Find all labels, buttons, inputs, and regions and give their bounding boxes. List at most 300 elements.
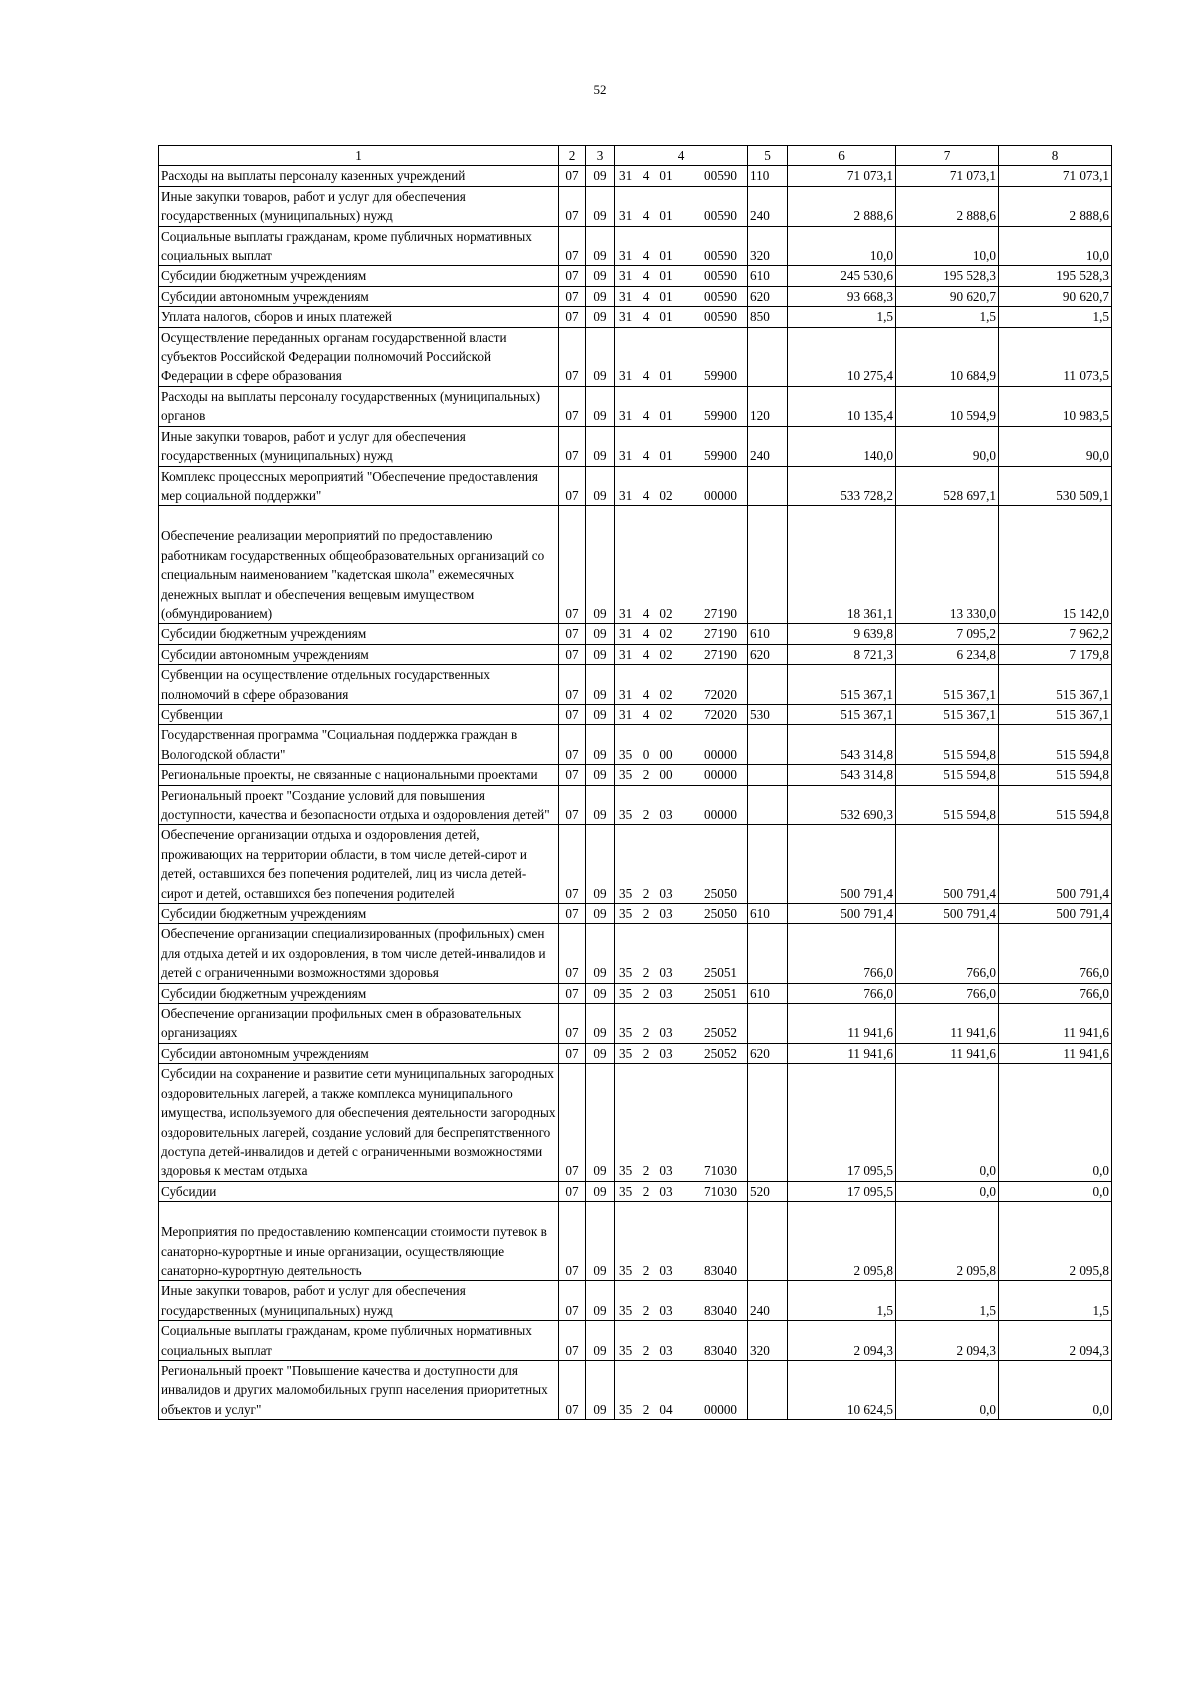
table-row xyxy=(159,644,1112,664)
row-subsection-code: 09 xyxy=(586,785,615,825)
row-target-article-code xyxy=(615,166,748,186)
table-row xyxy=(159,307,1112,327)
csr-subprogram: 4 xyxy=(642,448,650,464)
csr-direction: 83040 xyxy=(704,1262,737,1278)
csr-program: 31 xyxy=(619,248,633,264)
row-target-article-code xyxy=(615,1321,748,1361)
csr-subprogram: 4 xyxy=(642,248,650,264)
row-subsection-code: 09 xyxy=(586,1181,615,1201)
csr-program: 31 xyxy=(619,605,633,621)
row-subsection-code: 09 xyxy=(586,644,615,664)
row-expense-type: 530 xyxy=(748,704,788,724)
csr-direction: 00590 xyxy=(704,208,737,224)
row-name: Субвенции на осуществление отдельных государственных полномочий в сфере образования xyxy=(159,665,559,705)
row-value-col7: 0,0 xyxy=(896,1181,999,1201)
csr-element: 03 xyxy=(659,885,673,901)
row-value-col6: 245 530,6 xyxy=(788,266,896,286)
csr-direction: 59900 xyxy=(704,368,737,384)
csr-element: 01 xyxy=(659,268,673,284)
table-row xyxy=(159,765,1112,785)
row-section-code: 07 xyxy=(559,286,586,306)
csr-program: 31 xyxy=(619,448,633,464)
row-expense-type: 240 xyxy=(748,1281,788,1321)
row-value-col8: 15 142,0 xyxy=(999,506,1112,624)
row-value-col6: 10 624,5 xyxy=(788,1360,896,1419)
row-value-col6: 500 791,4 xyxy=(788,825,896,904)
row-expense-type: 620 xyxy=(748,1043,788,1063)
table-row xyxy=(159,1321,1112,1361)
row-expense-type: 850 xyxy=(748,307,788,327)
row-target-article-code xyxy=(615,466,748,506)
table-row xyxy=(159,386,1112,426)
row-name: Социальные выплаты гражданам, кроме публичных нормативных социальных выплат xyxy=(159,1321,559,1361)
row-subsection-code: 09 xyxy=(586,725,615,765)
csr-program: 31 xyxy=(619,368,633,384)
csr-direction: 00000 xyxy=(704,487,737,503)
row-value-col7: 195 528,3 xyxy=(896,266,999,286)
row-subsection-code: 09 xyxy=(586,983,615,1003)
row-target-article-code xyxy=(615,327,748,386)
row-value-col7: 1,5 xyxy=(896,307,999,327)
table-row xyxy=(159,1360,1112,1419)
csr-subprogram: 4 xyxy=(642,168,650,184)
table-body xyxy=(159,166,1112,1420)
csr-direction: 27190 xyxy=(704,626,737,642)
row-value-col7: 90,0 xyxy=(896,426,999,466)
csr-subprogram: 2 xyxy=(642,1025,650,1041)
csr-program: 35 xyxy=(619,767,633,783)
row-section-code: 07 xyxy=(559,1181,586,1201)
row-section-code: 07 xyxy=(559,1281,586,1321)
row-expense-type xyxy=(748,924,788,983)
csr-element: 03 xyxy=(659,906,673,922)
row-name: Обеспечение организации отдыха и оздоровления детей, проживающих на территории области, в том числе детей-сирот и детей, оставшихся без попечения родителей, лиц из числа детей-сирот и детей, оставшихся без попечения родителей xyxy=(159,825,559,904)
csr-element: 01 xyxy=(659,448,673,464)
table-row xyxy=(159,166,1112,186)
row-target-article-code xyxy=(615,983,748,1003)
table-row xyxy=(159,1004,1112,1044)
row-subsection-code: 09 xyxy=(586,924,615,983)
row-expense-type xyxy=(748,725,788,765)
row-value-col8: 1,5 xyxy=(999,1281,1112,1321)
row-value-col7: 766,0 xyxy=(896,983,999,1003)
csr-subprogram: 4 xyxy=(642,686,650,702)
row-expense-type: 610 xyxy=(748,983,788,1003)
csr-direction: 00590 xyxy=(704,168,737,184)
header-col-3: 3 xyxy=(586,146,615,166)
row-section-code: 07 xyxy=(559,765,586,785)
row-expense-type: 620 xyxy=(748,286,788,306)
row-section-code: 07 xyxy=(559,704,586,724)
csr-element: 03 xyxy=(659,1163,673,1179)
row-value-col6: 11 941,6 xyxy=(788,1004,896,1044)
row-name: Субсидии бюджетным учреждениям xyxy=(159,266,559,286)
csr-program: 35 xyxy=(619,985,633,1001)
row-target-article-code xyxy=(615,725,748,765)
row-value-col8: 500 791,4 xyxy=(999,825,1112,904)
row-subsection-code: 09 xyxy=(586,1064,615,1181)
csr-direction: 00590 xyxy=(704,309,737,325)
table-row xyxy=(159,266,1112,286)
csr-subprogram: 4 xyxy=(642,368,650,384)
row-value-col6: 18 361,1 xyxy=(788,506,896,624)
csr-subprogram: 4 xyxy=(642,706,650,722)
row-target-article-code xyxy=(615,904,748,924)
table-row xyxy=(159,825,1112,904)
csr-direction: 71030 xyxy=(704,1163,737,1179)
row-target-article-code xyxy=(615,1281,748,1321)
row-subsection-code: 09 xyxy=(586,166,615,186)
row-subsection-code: 09 xyxy=(586,506,615,624)
row-name: Мероприятия по предоставлению компенсации стоимости путевок в санаторно-курортные и иные организации, осуществляющие санаторно-курортную деятельность xyxy=(159,1202,559,1281)
row-value-col7: 7 095,2 xyxy=(896,624,999,644)
row-subsection-code: 09 xyxy=(586,904,615,924)
csr-element: 03 xyxy=(659,1045,673,1061)
page-number: 52 xyxy=(593,82,607,97)
csr-direction: 72020 xyxy=(704,686,737,702)
row-expense-type xyxy=(748,1064,788,1181)
row-target-article-code xyxy=(615,266,748,286)
header-row xyxy=(159,146,1112,166)
row-value-col6: 2 094,3 xyxy=(788,1321,896,1361)
row-subsection-code: 09 xyxy=(586,327,615,386)
row-target-article-code xyxy=(615,924,748,983)
csr-subprogram: 2 xyxy=(642,1163,650,1179)
row-expense-type xyxy=(748,327,788,386)
row-section-code: 07 xyxy=(559,506,586,624)
csr-element: 02 xyxy=(659,686,673,702)
row-subsection-code: 09 xyxy=(586,665,615,705)
row-name: Субсидии автономным учреждениям xyxy=(159,286,559,306)
row-value-col8: 515 594,8 xyxy=(999,785,1112,825)
csr-element: 01 xyxy=(659,408,673,424)
csr-element: 04 xyxy=(659,1401,673,1417)
row-value-col8: 515 594,8 xyxy=(999,765,1112,785)
row-name: Региональный проект "Повышение качества и доступности для инвалидов и других маломобильных групп населения приоритетных объектов и услуг" xyxy=(159,1360,559,1419)
csr-direction: 25050 xyxy=(704,906,737,922)
csr-element: 03 xyxy=(659,1302,673,1318)
csr-element: 01 xyxy=(659,288,673,304)
row-target-article-code xyxy=(615,1004,748,1044)
row-name: Расходы на выплаты персоналу государственных (муниципальных) органов xyxy=(159,386,559,426)
csr-element: 00 xyxy=(659,767,673,783)
row-section-code: 07 xyxy=(559,1202,586,1281)
csr-program: 35 xyxy=(619,1163,633,1179)
csr-subprogram: 2 xyxy=(642,767,650,783)
row-subsection-code: 09 xyxy=(586,186,615,226)
row-subsection-code: 09 xyxy=(586,286,615,306)
row-subsection-code: 09 xyxy=(586,226,615,266)
csr-program: 35 xyxy=(619,1045,633,1061)
row-name: Обеспечение реализации мероприятий по предоставлению работникам государственных общеобразовательных организаций со специальным наименованием "кадетская школа" ежемесячных денежных выплат и обеспечения вещевым имуществом (обмундированием) xyxy=(159,506,559,624)
row-value-col6: 1,5 xyxy=(788,307,896,327)
row-value-col8: 515 367,1 xyxy=(999,665,1112,705)
row-subsection-code: 09 xyxy=(586,466,615,506)
row-value-col6: 543 314,8 xyxy=(788,765,896,785)
row-section-code: 07 xyxy=(559,1360,586,1419)
csr-direction: 25052 xyxy=(704,1045,737,1061)
row-name: Уплата налогов, сборов и иных платежей xyxy=(159,307,559,327)
row-target-article-code xyxy=(615,1360,748,1419)
row-name: Субсидии автономным учреждениям xyxy=(159,644,559,664)
row-value-col8: 11 941,6 xyxy=(999,1043,1112,1063)
csr-program: 35 xyxy=(619,1302,633,1318)
row-expense-type: 110 xyxy=(748,166,788,186)
row-section-code: 07 xyxy=(559,166,586,186)
row-expense-type xyxy=(748,1360,788,1419)
table-row xyxy=(159,327,1112,386)
row-subsection-code: 09 xyxy=(586,765,615,785)
budget-table xyxy=(158,145,1112,1420)
csr-program: 35 xyxy=(619,1025,633,1041)
row-value-col8: 195 528,3 xyxy=(999,266,1112,286)
row-value-col6: 93 668,3 xyxy=(788,286,896,306)
row-name: Иные закупки товаров, работ и услуг для обеспечения государственных (муниципальных) нужд xyxy=(159,1281,559,1321)
row-value-col7: 515 367,1 xyxy=(896,704,999,724)
row-section-code: 07 xyxy=(559,226,586,266)
row-value-col6: 140,0 xyxy=(788,426,896,466)
csr-direction: 83040 xyxy=(704,1342,737,1358)
row-value-col6: 10 135,4 xyxy=(788,386,896,426)
row-section-code: 07 xyxy=(559,785,586,825)
csr-subprogram: 0 xyxy=(642,746,650,762)
csr-direction: 83040 xyxy=(704,1302,737,1318)
table-row xyxy=(159,704,1112,724)
row-target-article-code xyxy=(615,1202,748,1281)
row-value-col7: 71 073,1 xyxy=(896,166,999,186)
row-expense-type xyxy=(748,1004,788,1044)
table-row xyxy=(159,785,1112,825)
row-target-article-code xyxy=(615,186,748,226)
row-value-col8: 71 073,1 xyxy=(999,166,1112,186)
csr-direction: 00590 xyxy=(704,268,737,284)
csr-element: 01 xyxy=(659,309,673,325)
row-expense-type: 320 xyxy=(748,226,788,266)
row-value-col7: 500 791,4 xyxy=(896,904,999,924)
csr-subprogram: 2 xyxy=(642,906,650,922)
row-section-code: 07 xyxy=(559,924,586,983)
csr-direction: 25050 xyxy=(704,885,737,901)
csr-subprogram: 2 xyxy=(642,1045,650,1061)
csr-subprogram: 2 xyxy=(642,807,650,822)
csr-program: 31 xyxy=(619,626,633,642)
row-value-col6: 11 941,6 xyxy=(788,1043,896,1063)
row-value-col6: 533 728,2 xyxy=(788,466,896,506)
csr-element: 02 xyxy=(659,626,673,642)
csr-program: 31 xyxy=(619,268,633,284)
row-section-code: 07 xyxy=(559,1064,586,1181)
row-value-col8: 2 094,3 xyxy=(999,1321,1112,1361)
row-name: Расходы на выплаты персоналу казенных учреждений xyxy=(159,166,559,186)
row-value-col7: 766,0 xyxy=(896,924,999,983)
csr-element: 01 xyxy=(659,168,673,184)
row-value-col7: 11 941,6 xyxy=(896,1004,999,1044)
csr-element: 02 xyxy=(659,605,673,621)
csr-direction: 00000 xyxy=(704,807,737,822)
csr-element: 03 xyxy=(659,1342,673,1358)
row-value-col8: 10,0 xyxy=(999,226,1112,266)
row-name: Региональный проект "Создание условий для повышения доступности, качества и безопасности отдыха и оздоровления детей" xyxy=(159,785,559,825)
table-row xyxy=(159,1202,1112,1281)
row-value-col6: 532 690,3 xyxy=(788,785,896,825)
row-section-code: 07 xyxy=(559,1004,586,1044)
csr-element: 03 xyxy=(659,1025,673,1041)
row-name: Субсидии бюджетным учреждениям xyxy=(159,983,559,1003)
row-name: Государственная программа "Социальная поддержка граждан в Вологодской области" xyxy=(159,725,559,765)
row-section-code: 07 xyxy=(559,466,586,506)
row-expense-type xyxy=(748,785,788,825)
csr-element: 02 xyxy=(659,646,673,662)
row-section-code: 07 xyxy=(559,426,586,466)
csr-element: 03 xyxy=(659,1183,673,1199)
table-row xyxy=(159,904,1112,924)
row-value-col8: 7 179,8 xyxy=(999,644,1112,664)
row-target-article-code xyxy=(615,665,748,705)
csr-subprogram: 4 xyxy=(642,309,650,325)
row-target-article-code xyxy=(615,624,748,644)
row-name: Субсидии xyxy=(159,1181,559,1201)
table-row xyxy=(159,426,1112,466)
row-value-col8: 11 941,6 xyxy=(999,1004,1112,1044)
row-target-article-code xyxy=(615,644,748,664)
row-value-col7: 13 330,0 xyxy=(896,506,999,624)
row-value-col7: 10 594,9 xyxy=(896,386,999,426)
csr-subprogram: 2 xyxy=(642,1401,650,1417)
row-value-col8: 90 620,7 xyxy=(999,286,1112,306)
csr-element: 01 xyxy=(659,368,673,384)
row-value-col7: 10 684,9 xyxy=(896,327,999,386)
table-row xyxy=(159,665,1112,705)
row-value-col7: 515 594,8 xyxy=(896,785,999,825)
row-value-col8: 515 594,8 xyxy=(999,725,1112,765)
csr-direction: 25051 xyxy=(704,965,737,981)
csr-element: 01 xyxy=(659,208,673,224)
row-value-col6: 2 095,8 xyxy=(788,1202,896,1281)
csr-subprogram: 2 xyxy=(642,1262,650,1278)
row-value-col7: 10,0 xyxy=(896,226,999,266)
table-row xyxy=(159,1181,1112,1201)
csr-direction: 00590 xyxy=(704,248,737,264)
row-subsection-code: 09 xyxy=(586,1360,615,1419)
row-expense-type: 620 xyxy=(748,644,788,664)
csr-subprogram: 4 xyxy=(642,268,650,284)
table-row xyxy=(159,226,1112,266)
row-section-code: 07 xyxy=(559,1321,586,1361)
row-expense-type: 240 xyxy=(748,426,788,466)
csr-program: 35 xyxy=(619,807,633,822)
csr-program: 35 xyxy=(619,1401,633,1417)
csr-element: 03 xyxy=(659,985,673,1001)
row-expense-type xyxy=(748,1202,788,1281)
csr-program: 31 xyxy=(619,706,633,722)
row-value-col7: 500 791,4 xyxy=(896,825,999,904)
row-target-article-code xyxy=(615,286,748,306)
row-value-col6: 17 095,5 xyxy=(788,1181,896,1201)
row-value-col7: 515 594,8 xyxy=(896,765,999,785)
row-section-code: 07 xyxy=(559,307,586,327)
csr-subprogram: 4 xyxy=(642,408,650,424)
row-target-article-code xyxy=(615,1043,748,1063)
row-expense-type: 240 xyxy=(748,186,788,226)
row-section-code: 07 xyxy=(559,266,586,286)
row-value-col8: 0,0 xyxy=(999,1360,1112,1419)
csr-subprogram: 4 xyxy=(642,626,650,642)
row-value-col7: 90 620,7 xyxy=(896,286,999,306)
row-name: Субсидии бюджетным учреждениям xyxy=(159,624,559,644)
row-expense-type: 610 xyxy=(748,266,788,286)
table-row xyxy=(159,624,1112,644)
table-row xyxy=(159,186,1112,226)
header-col-7: 7 xyxy=(896,146,999,166)
row-value-col8: 1,5 xyxy=(999,307,1112,327)
csr-program: 35 xyxy=(619,885,633,901)
row-name: Осуществление переданных органам государственной власти субъектов Российской Федерации полномочий Российской Федерации в сфере образования xyxy=(159,327,559,386)
csr-direction: 71030 xyxy=(704,1183,737,1199)
row-value-col6: 766,0 xyxy=(788,924,896,983)
csr-subprogram: 4 xyxy=(642,487,650,503)
row-target-article-code xyxy=(615,1064,748,1181)
csr-subprogram: 4 xyxy=(642,208,650,224)
header-col-2: 2 xyxy=(559,146,586,166)
csr-program: 35 xyxy=(619,1262,633,1278)
row-expense-type: 120 xyxy=(748,386,788,426)
header-col-4: 4 xyxy=(615,146,748,166)
row-expense-type xyxy=(748,665,788,705)
csr-program: 35 xyxy=(619,906,633,922)
csr-direction: 27190 xyxy=(704,646,737,662)
row-section-code: 07 xyxy=(559,644,586,664)
row-section-code: 07 xyxy=(559,327,586,386)
row-section-code: 07 xyxy=(559,186,586,226)
row-value-col6: 10,0 xyxy=(788,226,896,266)
csr-subprogram: 2 xyxy=(642,965,650,981)
row-section-code: 07 xyxy=(559,983,586,1003)
row-value-col6: 71 073,1 xyxy=(788,166,896,186)
csr-program: 31 xyxy=(619,646,633,662)
header-col-5: 5 xyxy=(748,146,788,166)
row-section-code: 07 xyxy=(559,386,586,426)
csr-direction: 27190 xyxy=(704,605,737,621)
row-section-code: 07 xyxy=(559,1043,586,1063)
row-name: Региональные проекты, не связанные с национальными проектами xyxy=(159,765,559,785)
header-col-6: 6 xyxy=(788,146,896,166)
table-row xyxy=(159,1064,1112,1181)
row-subsection-code: 09 xyxy=(586,266,615,286)
csr-element: 02 xyxy=(659,487,673,503)
row-value-col7: 6 234,8 xyxy=(896,644,999,664)
table-row xyxy=(159,983,1112,1003)
row-section-code: 07 xyxy=(559,725,586,765)
csr-direction: 72020 xyxy=(704,706,737,722)
row-section-code: 07 xyxy=(559,904,586,924)
row-value-col7: 1,5 xyxy=(896,1281,999,1321)
row-expense-type: 320 xyxy=(748,1321,788,1361)
row-target-article-code xyxy=(615,307,748,327)
table-row xyxy=(159,506,1112,624)
csr-program: 31 xyxy=(619,309,633,325)
row-target-article-code xyxy=(615,1181,748,1201)
row-value-col7: 2 095,8 xyxy=(896,1202,999,1281)
row-value-col6: 1,5 xyxy=(788,1281,896,1321)
row-target-article-code xyxy=(615,704,748,724)
csr-element: 02 xyxy=(659,706,673,722)
csr-direction: 25052 xyxy=(704,1025,737,1041)
row-name: Иные закупки товаров, работ и услуг для обеспечения государственных (муниципальных) нужд xyxy=(159,186,559,226)
row-target-article-code xyxy=(615,226,748,266)
row-subsection-code: 09 xyxy=(586,624,615,644)
table-row xyxy=(159,1281,1112,1321)
row-value-col8: 0,0 xyxy=(999,1181,1112,1201)
